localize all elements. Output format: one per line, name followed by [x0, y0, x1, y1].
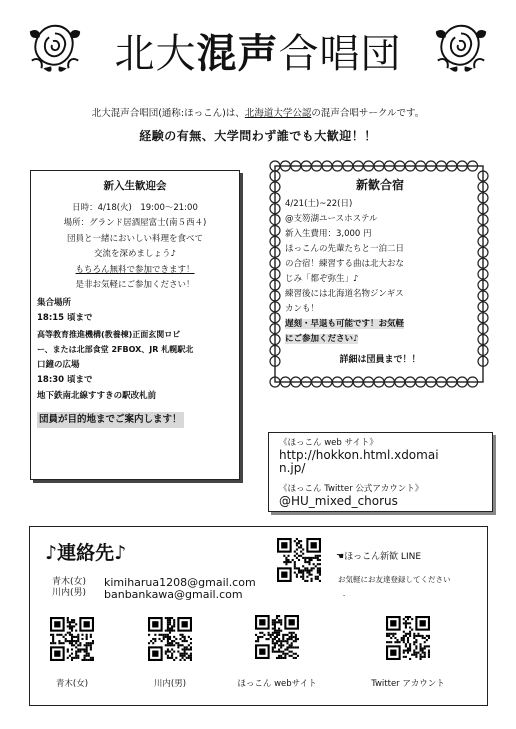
contact-emails	[104, 577, 256, 600]
qr-caption-aoki: 青木(女)	[55, 679, 89, 689]
title-part1: 北大	[114, 31, 197, 77]
camp-box	[285, 178, 475, 378]
aoki-qr-code[interactable]	[50, 617, 94, 661]
line-note: お気軽にお友達登録してください	[338, 575, 451, 584]
intro-text	[0, 105, 516, 119]
guide-text: 団員が目的地までご案内します！	[37, 412, 184, 428]
contact-title: ♪連絡先♪	[45, 542, 127, 564]
twitter-handle[interactable]: @HU_mixed_chorus	[279, 494, 398, 508]
welcome-party-box	[30, 170, 240, 480]
camp-late1: 遅刻・早退も可能です！お気軽	[285, 319, 405, 329]
welcome-text: 経験の有無、大学問わず誰でも大歓迎！！	[139, 129, 377, 143]
email1[interactable]: kimiharua1208@gmail.com	[104, 576, 256, 589]
camp-desc1: ほっこんの先輩たちと一泊二日	[285, 244, 405, 254]
person1: 青木(女)	[52, 577, 87, 587]
party-line2: 交流を深めましょう♪	[94, 249, 176, 259]
email2[interactable]: banbankawa@gmail.com	[104, 587, 243, 601]
meet1-place-c: 口鐘の広場	[37, 359, 80, 370]
line-label: ☚ほっこん新歓 LINE	[336, 552, 422, 562]
rose-icon	[432, 18, 490, 76]
qr-caption-website: ほっこん webサイト	[237, 679, 317, 689]
intro-b: の混声合唱サークルです。	[311, 108, 425, 119]
party-line1: 団員と一緒においしい料理を食べて	[66, 233, 203, 244]
meet1-place-a: 高等教育推進機構(教養棟)正面玄関ロビ	[37, 329, 181, 339]
meet-heading: 集合場所	[37, 297, 72, 308]
twitter-qr-code[interactable]	[386, 616, 430, 660]
title-part2: 合唱団	[278, 31, 402, 77]
rose-icon	[26, 18, 84, 76]
party-feel-free: 是非お気軽にご参加ください！	[75, 280, 195, 290]
camp-desc3: じみ「都ぞ弥生」♪	[285, 274, 359, 284]
party-datetime: 日時：4/18(火) 19:00〜21:00	[72, 202, 198, 213]
page-title	[96, 30, 420, 78]
line-qr-code[interactable]	[277, 538, 321, 582]
qr-caption-kawauchi: 川内(男)	[153, 679, 187, 689]
site-url-a[interactable]: http://hokkon.html.xdomai	[279, 448, 439, 462]
meet1-place-b: ー、または北部食堂 2FBOX、JR 札幌駅北	[37, 345, 194, 354]
web-box	[268, 432, 493, 512]
camp-date: 4/21(土)~22(日)	[285, 199, 353, 209]
camp-desc4: 練習後には北海道名物ジンギス	[285, 289, 404, 299]
party-place: 場所：グランド居酒屋富士(南５西４)	[63, 218, 207, 228]
meet2-place: 地下鉄南北線すすきの駅改札前	[37, 390, 157, 401]
kawauchi-qr-code[interactable]	[148, 617, 192, 661]
camp-footer: 詳細は団員まで！！	[339, 355, 421, 365]
dash: -	[343, 592, 346, 599]
meet1-time: 18:15 頃まで	[37, 313, 93, 323]
camp-heading: 新歓合宿	[355, 178, 404, 192]
camp-late2: にご参加ください♪	[285, 334, 359, 344]
contact-people	[52, 577, 86, 599]
intro-official: 北海道大学公認	[244, 108, 312, 119]
camp-place: @支笏湖ユースホステル	[285, 214, 378, 224]
meet2-time: 18:30 頃まで	[37, 375, 93, 385]
camp-fee: 新入生費用：3,000 円	[285, 229, 372, 239]
welcome-party-heading: 新入生歓迎会	[103, 180, 167, 192]
site-url-b[interactable]: n.jp/	[279, 461, 306, 475]
intro-a: 北大混声合唱団(通称:ほっこん)は、	[91, 108, 245, 119]
twitter-label: 《ほっこん Twitter 公式アカウント》	[279, 484, 424, 494]
party-free: もちろん無料で参加できます！	[75, 264, 195, 275]
camp-desc2: の合宿！練習する曲は北大おな	[285, 259, 405, 269]
qr-caption-twitter: Twitter アカウント	[371, 679, 445, 689]
website-qr-code[interactable]	[255, 615, 299, 659]
camp-desc5: カンも！	[285, 304, 320, 314]
title-bold: 混声	[196, 31, 279, 77]
site-label: 《ほっこん web サイト》	[279, 438, 378, 448]
person2: 川内(男)	[52, 588, 87, 598]
